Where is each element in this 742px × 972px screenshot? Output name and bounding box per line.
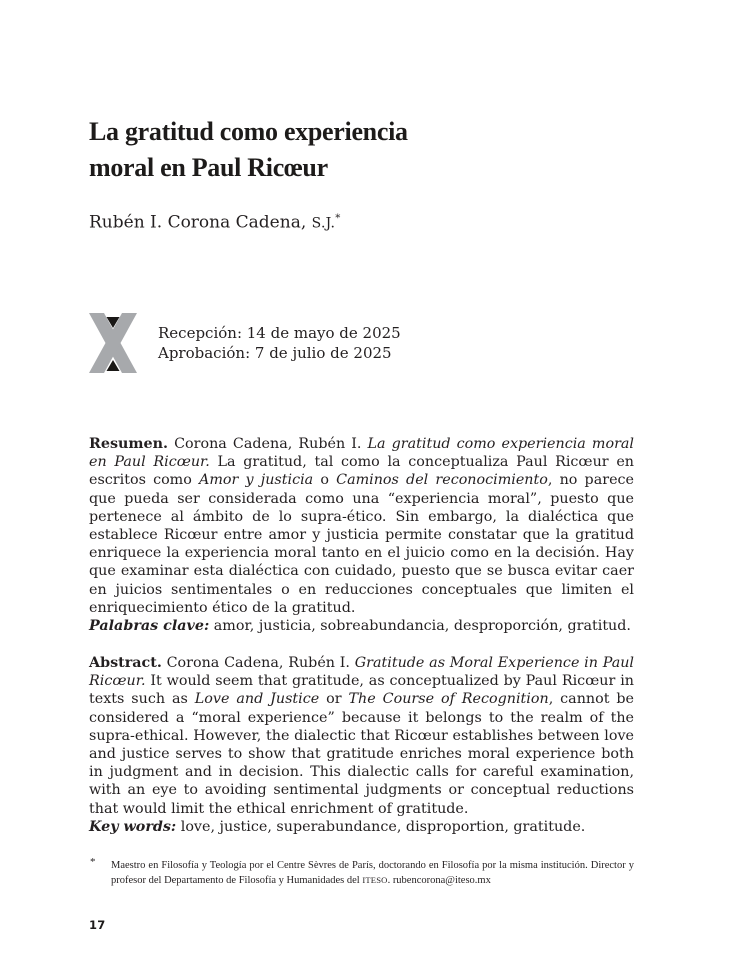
approval-date: Aprobación: 7 de julio de 2025 [158, 344, 392, 362]
author-footnote [89, 858, 634, 888]
text-segment: The Course of Recognition [348, 691, 549, 708]
resumen-body [89, 436, 634, 616]
text-segment: , no parece que pueda ser considerada como una “experiencia moral”, puesto que pertenece al ámbito de lo supra-ético. Sin embargo, la dialéctica que establece Ricœur entre amor y justicia permite constatar que la gratitud enriquece la experiencia moral tanto en el juicio como en la decisión. Hay que examinar esta dialéctica con cuidado, puesto que se busca evitar caer en juicios sentimentales o en reducciones conceptuales que limiten el enriquecimiento ético de la gratitud. [89, 472, 634, 616]
text-segment: Rubén I. Corona Cadena, [89, 212, 312, 233]
text-segment: La gratitud, tal como la conceptualiza Paul Ricœur en escritos como [89, 454, 634, 489]
text-segment: . rubencorona@iteso.mx [387, 875, 491, 886]
text-segment: , cannot be considered a “moral experience” because it belongs to the realm of the supra-ethical. However, the dialectic that Ricœur establishes between love and justice serves to show that gratitude enriches moral experience both in judgment and in decision. This dialectic calls for careful examination, with an eye to avoiding sentimental judgments or conceptual reductions that would limit the ethical enrichment of gratitude. [89, 691, 635, 817]
reception-date: Recepción: 14 de mayo de 2025 [158, 324, 401, 342]
resumen-paragraph [89, 435, 634, 617]
text-segment: Corona Cadena, Rubén I. [168, 436, 368, 452]
text-segment: * [335, 213, 341, 224]
palabras-clave-label: Palabras clave: [89, 618, 210, 635]
text-segment: Love and Justice [194, 691, 320, 708]
text-segment: o [313, 472, 337, 489]
author-line [89, 207, 539, 236]
text-segment: Caminos del reconocimiento [336, 472, 548, 489]
x-logo-icon [89, 313, 137, 373]
title-line-2: moral en Paul Ricœur [89, 153, 328, 182]
palabras-clave-line [89, 617, 634, 635]
resumen-label: Resumen. [89, 436, 169, 452]
footnote-marker: * [90, 856, 96, 868]
abstract-paragraph [89, 654, 634, 818]
key-words-text: love, justice, superabundance, disproportion, gratitude. [176, 818, 586, 835]
text-segment: La gratitud como experiencia moral en Paul Ricœur. [89, 436, 634, 471]
key-words-line [89, 818, 634, 836]
article-title [89, 114, 609, 186]
footnote-text [111, 858, 634, 888]
abstract-body [89, 655, 634, 817]
text-segment: S.J. [311, 215, 336, 232]
text-segment: or [319, 691, 349, 708]
journal-brand-block [89, 313, 401, 373]
title-line-1: La gratitud como experiencia [89, 117, 408, 146]
abstract-label: Abstract. [89, 655, 162, 671]
text-segment: Maestro en Filosofía y Teología por el Centre Sèvres de París, doctorando en Filosofía por la misma institución. Director y profesor del Departamento de Filosofía y Humanidades del [111, 860, 634, 886]
text-segment: ITESO [362, 875, 388, 885]
page-number: 17 [89, 918, 106, 932]
text-segment: It would seem that gratitude, as conceptualized by Paul Ricœur in texts such as [89, 673, 634, 708]
palabras-clave-text: amor, justicia, sobreabundancia, desproporción, gratitud. [209, 618, 631, 635]
text-segment: Corona Cadena, Rubén I. [161, 655, 355, 671]
key-words-label: Key words: [89, 818, 177, 835]
text-segment: Amor y justicia [199, 472, 314, 489]
text-segment: Gratitude as Moral Experience in Paul Ricœur. [89, 655, 634, 690]
submission-dates [158, 323, 401, 363]
abstract-section [89, 654, 634, 836]
resumen-section [89, 435, 634, 635]
